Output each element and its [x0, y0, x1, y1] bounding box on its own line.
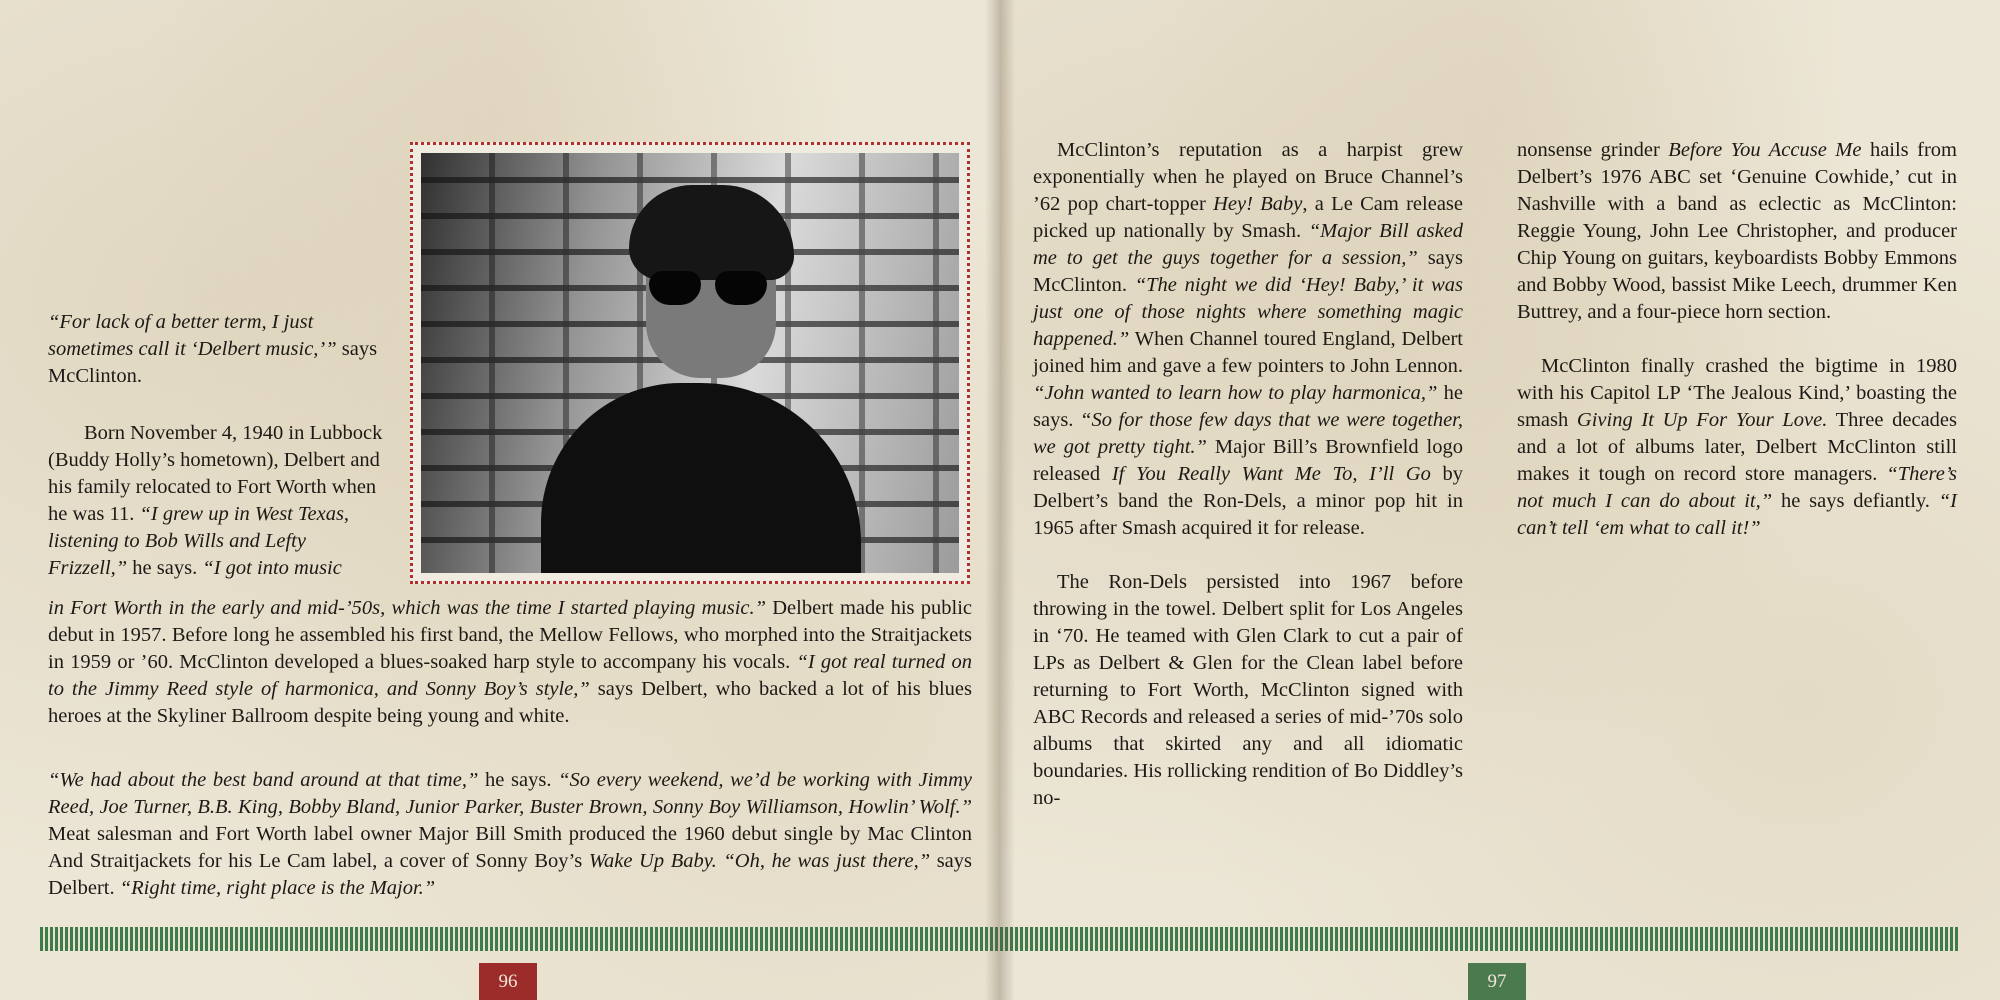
- right-column-2: [1517, 137, 1957, 542]
- right-col2-paragraph-1: nonsense grinder Before You Accuse Me hails from Delbert’s 1976 ABC set ‘Genuine Cowhide,’ cut in Nashville with a band as eclectic as McClinton: Reggie Young, John Lee Christopher, and producer Chip Young on guitars, keyboardists Bobby Emmons and Bobby Wood, bassist Mike Leech, drummer Ken Buttrey, and a four-piece horn section.: [1517, 139, 1957, 323]
- page-number-left: 96: [479, 963, 537, 1000]
- body-paragraph-1-wrap: Born November 4, 1940 in Lubbock (Buddy Holly’s hometown), Delbert and his family relocated to Fort Worth when he was 11. “I grew up in West Texas, listening to Bob Wills and Lefty Frizzell,” he says. “I got into music: [48, 422, 383, 579]
- decorative-strip-left: [40, 927, 1000, 951]
- binding-gutter: [985, 0, 1015, 1000]
- right-col2-paragraph-2: McClinton finally crashed the bigtime in 1980 with his Capitol LP ‘The Jealous Kind,’ boasting the smash Giving It Up For Your Love. Three decades and a lot of albums later, Delbert McClinton still makes it tough on record store managers. “There’s not much I can do about it,” he says defiantly. “I can’t tell ‘em what to call it!”: [1517, 355, 1957, 539]
- body-paragraph-2: “We had about the best band around at that time,” he says. “So every weekend, we’d be working with Jimmy Reed, Joe Turner, B.B. King, Bobby Bland, Junior Parker, Buster Brown, Sonny Boy Williamson, Howlin’ Wolf.” Meat salesman and Fort Worth label owner Major Bill Smith produced the 1960 debut single by Mac Clinton And Straitjackets for his Le Cam label, a cover of Sonny Boy’s Wake Up Baby. “Oh, he was just there,” says Delbert. “Right time, right place is the Major.”: [48, 769, 973, 899]
- page-number-right: 97: [1468, 963, 1526, 1000]
- body-paragraph-1-cont: in Fort Worth in the early and mid-’50s, which was the time I started playing music.” Delbert made his public debut in 1957. Before long he assembled his first band, the Mellow Fellows, who morphed into the Straitjackets in 1959 or ’60. McClinton developed a blues-soaked harp style to accompany his vocals. “I got real turned on to the Jimmy Reed style of harmonica, and Sonny Boy’s style,” says Delbert, who backed a lot of his blues heroes at the Skyliner Ballroom despite being young and white.: [48, 597, 972, 727]
- pull-quote-attribution: says McClinton.: [48, 338, 378, 387]
- right-column-1: [1033, 137, 1463, 812]
- decorative-strip-right: [1000, 927, 1960, 951]
- artist-photo: [421, 153, 959, 573]
- pull-quote-block: [48, 309, 388, 390]
- right-page: [1000, 0, 2000, 1000]
- photo-frame: [410, 142, 970, 584]
- pull-quote: “For lack of a better term, I just sometimes call it ‘Delbert music,’”: [48, 311, 337, 360]
- right-col1-paragraph-1: McClinton’s reputation as a harpist grew exponentially when he played on Bruce Channel’s ’62 pop chart-topper Hey! Baby, a Le Cam release picked up nationally by Smash. “Major Bill asked me to get the guys together for a session,” says McClinton. “The night we did ‘Hey! Baby,’ it was just one of those nights where something magic happened.” When Channel toured England, Delbert joined him and gave a few pointers to John Lennon. “John wanted to learn how to play harmonica,” he says. “So for those few days that we were together, we got pretty tight.” Major Bill’s Brownfield logo released If You Really Want Me To, I’ll Go by Delbert’s band the Ron-Dels, a minor pop hit in 1965 after Smash acquired it for release.: [1033, 139, 1464, 539]
- right-col1-paragraph-2: The Ron-Dels persisted into 1967 before throwing in the towel. Delbert split for Los Angeles in ‘70. He teamed with Glen Clark to cut a pair of LPs as Delbert & Glen for the Clean label before returning to Fort Worth, McClinton signed with ABC Records and released a series of mid-’70s solo albums that skirted any and all idiomatic boundaries. His rollicking rendition of Bo Diddley’s no-: [1033, 571, 1463, 809]
- sunglasses: [649, 271, 769, 307]
